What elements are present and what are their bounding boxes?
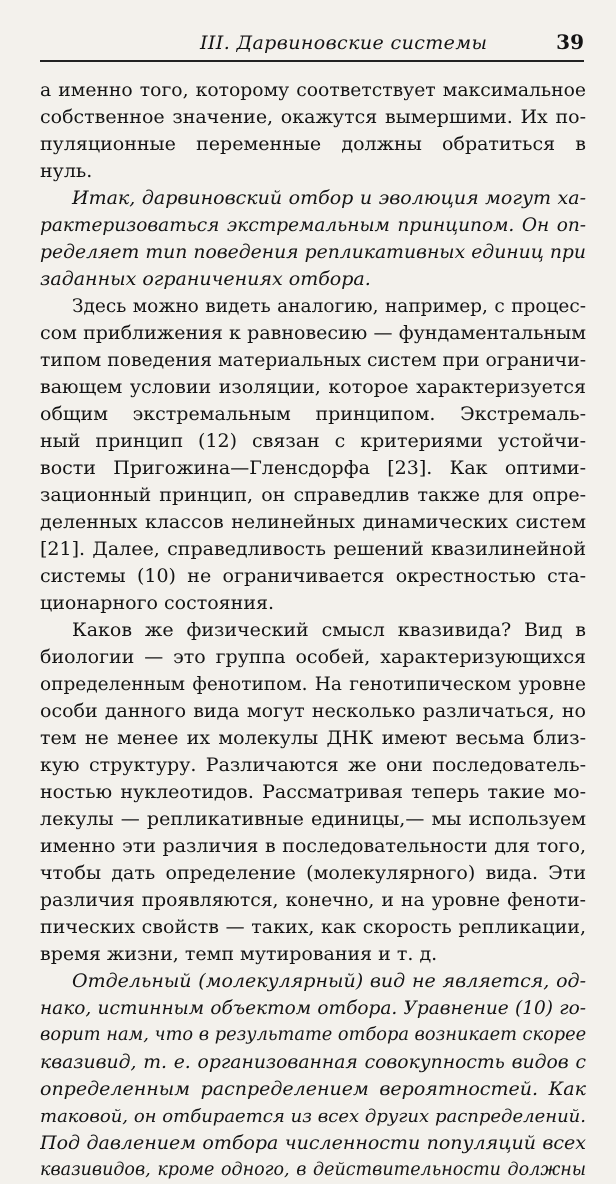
italic-line: заданных ограничениях отбора. [40, 268, 371, 290]
body-text [40, 77, 586, 1184]
text-line: биологии — это группа особей, характеризующихся [40, 646, 586, 668]
text-line: лекулы — репликативные единицы,— мы используем [40, 808, 586, 830]
italic-line: таковой, он отбирается из всех других распределений. [40, 1106, 586, 1127]
text-line: типом поведения материальных систем при ограничи- [40, 350, 586, 371]
text-line: кую структуру. Различаются же они последователь- [40, 754, 586, 776]
italic-line: квазивид, т. е. организованная совокупность видов с [40, 1052, 586, 1073]
text-line: общим экстремальным принципом. Экстремаль- [40, 403, 586, 425]
italic-line: определенным распределением вероятностей. Как [40, 1078, 586, 1100]
text-line: зационный принцип, он справедлив также для опре- [40, 484, 586, 506]
text-line: нуль. [40, 160, 93, 182]
text-line: ный принцип (12) связан с критериями устойчи- [40, 430, 586, 452]
text-line: собственное значение, окажутся вымершими. Их по- [40, 106, 586, 128]
text-line: вости Пригожина—Гленсдорфа [23]. Как оптими- [40, 457, 586, 479]
italic-line: Под давлением отбора численности популяций всех [40, 1132, 586, 1154]
running-head [40, 26, 584, 58]
text-line: Здесь можно видеть аналогию, например, с процес- [72, 296, 586, 317]
text-line: пуляционные переменные должны обратиться в [40, 133, 586, 155]
header-rule [40, 60, 584, 62]
italic-line: рактеризоваться экстремальным принципом. Он оп- [40, 215, 586, 236]
italic-line: нако, истинным объектом отбора. Уравнение (10) го- [40, 998, 586, 1019]
text-line: тем не менее их молекулы ДНК имеют весьма близ- [40, 727, 586, 749]
text-line: а именно того, которому соответствует максимальное [40, 80, 586, 101]
text-line: вающем условии изоляции, которое характеризуется [40, 376, 586, 398]
text-line: особи данного вида могут несколько различаться, но [40, 700, 586, 722]
italic-line: Отдельный (молекулярный) вид не является, од- [72, 970, 586, 992]
text-line: ционарного состояния. [40, 592, 275, 614]
text-line: пических свойств — таких, как скорость репликации, [40, 916, 586, 938]
text-line: именно эти различия в последовательности для того, [40, 835, 586, 857]
text-line: время жизни, темп мутирования и т. д. [40, 943, 438, 965]
italic-line: Итак, дарвиновский отбор и эволюция могут ха- [72, 187, 586, 209]
text-line: деленных классов нелинейных динамических систем [40, 511, 586, 533]
text-line: сом приближения к равновесию — фундаментальным [40, 322, 586, 344]
text-line: определенным фенотипом. На генотипическом уровне [40, 674, 586, 695]
text-line: ностью нуклеотидов. Рассматривая теперь такие мо- [40, 781, 586, 803]
italic-line: ворит нам, что в результате отбора возникает скорее [40, 1025, 586, 1045]
text-line: различия проявляются, конечно, и на уровне феноти- [40, 890, 586, 911]
italic-line: квазивидов, кроме одного, в действительности должны [40, 1160, 586, 1180]
text-line: Каков же физический смысл квазивида? Вид в [72, 619, 586, 641]
italic-line: ределяет тип поведения репликативных единиц при [40, 242, 586, 263]
page-number: 39 [556, 30, 584, 54]
text-line: [21]. Далее, справедливость решений квазилинейной [40, 538, 586, 560]
text-line: чтобы дать определение (молекулярного) вида. Эти [40, 862, 586, 884]
text-line: системы (10) не ограничивается окрестностью ста- [40, 565, 586, 587]
chapter-title: III. Дарвиновские системы [200, 32, 488, 54]
